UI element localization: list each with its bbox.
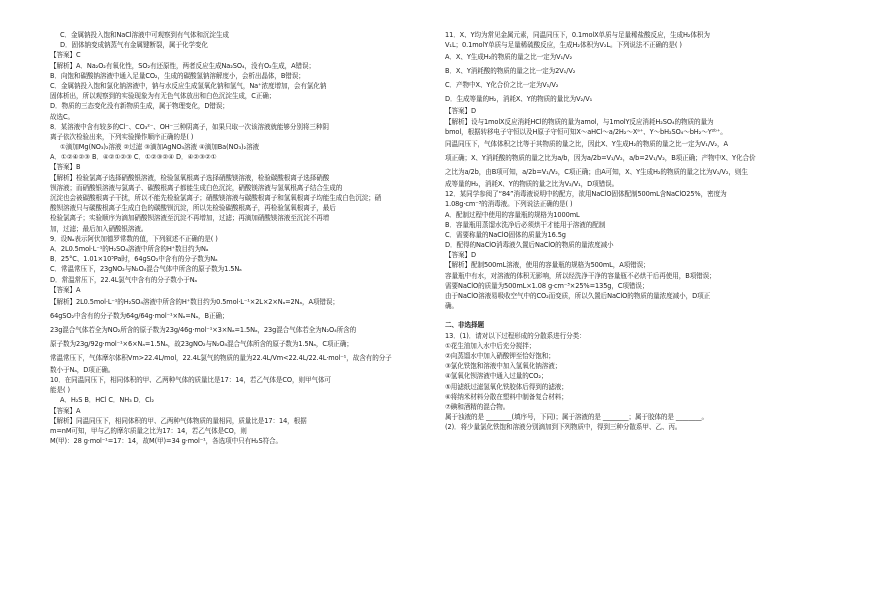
right-text-line: 同温同压下，气体体积之比等于其物质的量之比，因此X、Y生成H₂的物质的量之比一定为V₁/V₂，A: [445, 139, 728, 148]
left-text-line: 23g混合气体若全为NO₂所含的原子数为23g/46g·mol⁻¹×3×Nₐ=1.5Nₐ，23g混合气体若全为N₂O₄所含的: [50, 325, 357, 334]
left-text-line: 钡溶液；而硝酸银溶液与氯离子、碳酸根离子都能生成白色沉淀，硝酸镁溶液与氢氧根离子结合生成的: [50, 183, 343, 192]
left-text-line: 故选C。: [50, 112, 74, 121]
right-text-line: 11．X、Y均为常见金属元素，同温同压下，0.1molX单质与足量稀盐酸反应，生成H₂体积为: [445, 31, 710, 39]
right-text-line: ⑥将纳米材料分散在塑料中制备复合材料；: [445, 392, 568, 401]
left-text-line: 【答案】A: [50, 406, 81, 415]
left-text-line: D．常温常压下，22.4L氯气中含有的分子数小于Nₐ: [50, 275, 198, 284]
left-text-line: 【解析】A．Na₂O₂有氧化性，SO₂有还原性，两者反应生成Na₂SO₄，没有O₂生成，A错误；: [50, 61, 315, 70]
right-text-line: ③氯化铁饱和溶液中加入氢氧化钠溶液；: [445, 362, 562, 371]
right-text-line: 【解析】配制500mL溶液，使用的容量瓶的规格为500mL，A项错误；: [445, 261, 650, 270]
right-text-line: A．X、Y生成H₂的物质的量之比一定为V₁/V₂: [445, 53, 573, 62]
left-text-line: D．固体钠变成钠蒸气有金属键断裂，属于化学变化: [60, 41, 208, 50]
right-text-line: 12．某同学参阅了“84”消毒液说明中的配方，欲用NaClO固体配制500mL含NaClO25%，密度为: [445, 190, 727, 199]
right-text-line: ⑤用滤纸过滤氢氧化铁胶体后得到的滤液；: [445, 382, 568, 391]
left-text-line: 沉淀也会被碳酸根离子干扰，所以不能先检验氯离子；硝酸镁溶液与碳酸根离子和氢氧根离子均能生成白色沉淀；硝: [50, 194, 382, 202]
left-text-line: 离子依次检验出来，下列实验操作顺序正确的是( ): [50, 132, 194, 141]
right-text-line: ④氢氧化钡溶液中通入过量的CO₂；: [445, 372, 548, 381]
right-text-line: C．产物中X、Y化合价之比一定为V₁/V₂: [445, 81, 559, 90]
left-text-line: m=nM可知，甲与乙的摩尔质量之比为17：14，若乙气体是CO，则: [50, 427, 247, 435]
left-text-line: 常温常压下，气体摩尔体积Vm>22.4L/mol，22.4L氯气的物质的量为22.4L/Vm<22.4L/22.4L·mol⁻¹，故含有的分子: [50, 353, 392, 362]
right-text-line: bmol，根据转移电子守恒以及H原子守恒可知X～aHCl～a/2H₂～Xᵃ⁺、Y～bH₂SO₄～bH₂～Y²ᵇ⁺。: [445, 127, 727, 136]
right-text-line: 【答案】D: [445, 251, 476, 260]
right-text-line: 之比为a/2b，由B项可知，a/2b=V₁/V₂，C项正确；由A可知，X、Y生成H₂的物质的量之比为V₁/V₂，则生: [445, 167, 748, 176]
left-text-line: 【解析】检验氯离子选择硝酸银溶液，检验氢氧根离子选择硝酸镁溶液，检验碳酸根离子选择硝酸: [50, 173, 330, 182]
left-text-line: 9．设Nₐ表示阿伏加德罗常数的值，下列叙述不正确的是( ): [50, 234, 218, 243]
right-text-line: ⑦碘和酒精的混合物。: [445, 402, 510, 411]
left-text-line: 固体析出，所以观察到的实验现象为有无色气体放出和白色沉淀生成，C正确；: [50, 92, 276, 101]
right-text-line: ②向蒸馏水中加入硝酸钾至恰好饱和；: [445, 351, 555, 360]
right-column: [445, 30, 825, 432]
left-text-line: ①滴加Mg(NO₃)₂溶液 ②过滤 ③滴加AgNO₃溶液 ④滴加Ba(NO₃)₂溶液: [60, 143, 260, 152]
left-text-line: 原子数为23g/92g·mol⁻¹×6×Nₐ=1.5Nₐ，故23gNO₂与N₂O₄混合气体所含的原子数为1.5Nₐ，C项正确；: [50, 339, 353, 348]
left-text-line: A．2L0.5mol·L⁻¹的H₂SO₄溶液中所含的H⁺数目约为Nₐ: [50, 244, 209, 253]
left-text-line: 检验氯离子；实验顺序为滴加硝酸钡溶液至沉淀不再增加，过滤；再滴加硝酸镁溶液至沉淀不再增: [50, 214, 330, 223]
right-text-line: A．配制过程中使用的容量瓶的规格为1000mL: [445, 210, 580, 219]
right-text-line: 由于NaClO溶液易吸收空气中的CO₂而变质，所以久置后NaClO的物质的量浓度减小，D项正: [445, 292, 711, 300]
right-text-line: (2)．将少量氯化铁饱和溶液分别滴加到下列物质中，得到三种分散系甲、乙、丙。: [445, 423, 682, 432]
left-text-line: 能是( ): [50, 386, 70, 395]
left-text-line: B．25°C、1.01×10⁵Pa时，64gSO₂中含有的分子数为Nₐ: [50, 255, 218, 264]
right-text-line: C．需要称量的NaClO固体的质量为16.5g: [445, 230, 566, 239]
left-text-line: M(甲)：28 g·mol⁻¹=17：14，故M(甲)=34 g·mol⁻¹，各选项中只有H₂S符合。: [50, 437, 283, 446]
right-text-line: 13．(1)．请对以下过程形成的分散系进行分类：: [445, 331, 586, 340]
right-text-line: 确。: [445, 302, 458, 311]
right-text-line: 属于浊液的是 ________(填序号，下同)；属于溶液的是 ________；属于胶体的是 ________。: [445, 413, 708, 422]
right-text-line: 项正确；X、Y消耗酸的物质的量之比为a/b，因为a/2b=V₁/V₂，a/b=2V₁/V₂，B项正确；产物中X、Y化合价: [445, 153, 756, 162]
left-text-line: 酸钡溶液只与碳酸根离子生成白色的碳酸钡沉淀，所以先检验碳酸根离子，再检验氢氧根离子，最后: [50, 204, 336, 213]
left-text-line: C．金属钠投入饱和氯化钠溶液中，钠与水反应生成氢氧化钠和氢气，Na⁺浓度增加，会有氯化钠: [50, 81, 327, 90]
section-heading: 二、非选择题: [445, 321, 484, 330]
right-text-line: V₁L；0.1molY单质与足量稀硫酸反应，生成H₂体积为V₂L。下列说法不正确的是( ): [445, 41, 682, 50]
right-text-line: 【解析】设与1molX反应消耗HCl的物质的量为amol，与1molY反应消耗H₂SO₄的物质的量为: [445, 117, 714, 126]
left-text-line: 【答案】B: [50, 163, 81, 172]
left-text-line: D．物质的三态变化没有新物质生成，属于物理变化，D错误；: [50, 102, 229, 111]
left-text-line: 8．某溶液中含有较多的Cl⁻、CO₃²⁻、OH⁻三种阴离子，如果只取一次该溶液就能够分别将三种阴: [50, 122, 329, 131]
left-text-line: B．向饱和碳酸钠溶液中通入足量CO₂，生成的碳酸氢钠溶解度小，会析出晶体，B错误；: [50, 71, 305, 80]
left-text-line: A．①②④②③ B．④②①②③ C．①②③②④ D．④②③②①: [50, 153, 217, 162]
right-text-line: ①花生油加入水中后充分搅拌；: [445, 341, 536, 350]
left-text-line: 加，过滤；最后加入硝酸银溶液。: [50, 224, 148, 233]
left-text-line: A．H₂S B．HCl C．NH₃ D．Cl₂: [60, 396, 154, 405]
left-text-line: 【答案】A: [50, 285, 81, 294]
left-text-line: 【解析】2L0.5mol·L⁻¹的H₂SO₄溶液中所含的H⁺数目约为0.5mol·L⁻¹×2L×2×Nₐ=2Nₐ，A项错误；: [50, 297, 339, 306]
left-column: [50, 30, 435, 446]
right-text-line: 【答案】D: [445, 107, 476, 116]
right-text-line: B．X、Y消耗酸的物质的量之比一定为2V₁/V₂: [445, 67, 576, 76]
left-text-line: 10．在同温同压下，相同体积的甲、乙两种气体的质量比是17：14，若乙气体是CO，则甲气体可: [50, 376, 331, 385]
right-text-line: 容量瓶中有水，对溶液的体积无影响，所以经洗净干净的容量瓶不必烘干后再使用，B项错误；: [445, 271, 716, 280]
left-text-line: 【答案】C: [50, 51, 81, 60]
right-text-line: D．生成等量的H₂，消耗X、Y的物质的量比为V₂/V₁: [445, 95, 593, 104]
left-text-line: 【解析】同温同压下，相同体积的甲、乙两种气体物质的量相同，质量比是17：14，根据: [50, 416, 307, 425]
left-text-line: 数小于Nₐ，D项正确。: [50, 365, 115, 374]
left-text-line: C．常温常压下，23gNO₂与N₂O₄混合气体中所含的原子数为1.5Nₐ: [50, 265, 242, 274]
right-text-line: D．配得的NaClO消毒液久置后NaClO的物质的量浓度减小: [445, 241, 614, 250]
right-text-line: 需要NaClO的质量为500mL×1.08 g·cm⁻³×25%=135g，C项错误；: [445, 281, 649, 290]
right-text-line: B．容量瓶用蒸馏水洗净后必须烘干才能用于溶液的配制: [445, 220, 606, 229]
right-text-line: 1.08g·cm⁻³的消毒液。下列说法正确的是( ): [445, 200, 573, 209]
right-text-line: [445, 311, 825, 317]
left-text-line: C．金属钠投入饱和NaCl溶液中可观察到有气体和沉淀生成: [60, 31, 229, 39]
right-text-line: 成等量的H₂，消耗X、Y的物质的量之比为V₂/V₁，D项错误。: [445, 179, 619, 188]
left-text-line: 64gSO₂中含有的分子数为64g/64g·mol⁻¹×Nₐ=Nₐ，B正确；: [50, 311, 229, 320]
